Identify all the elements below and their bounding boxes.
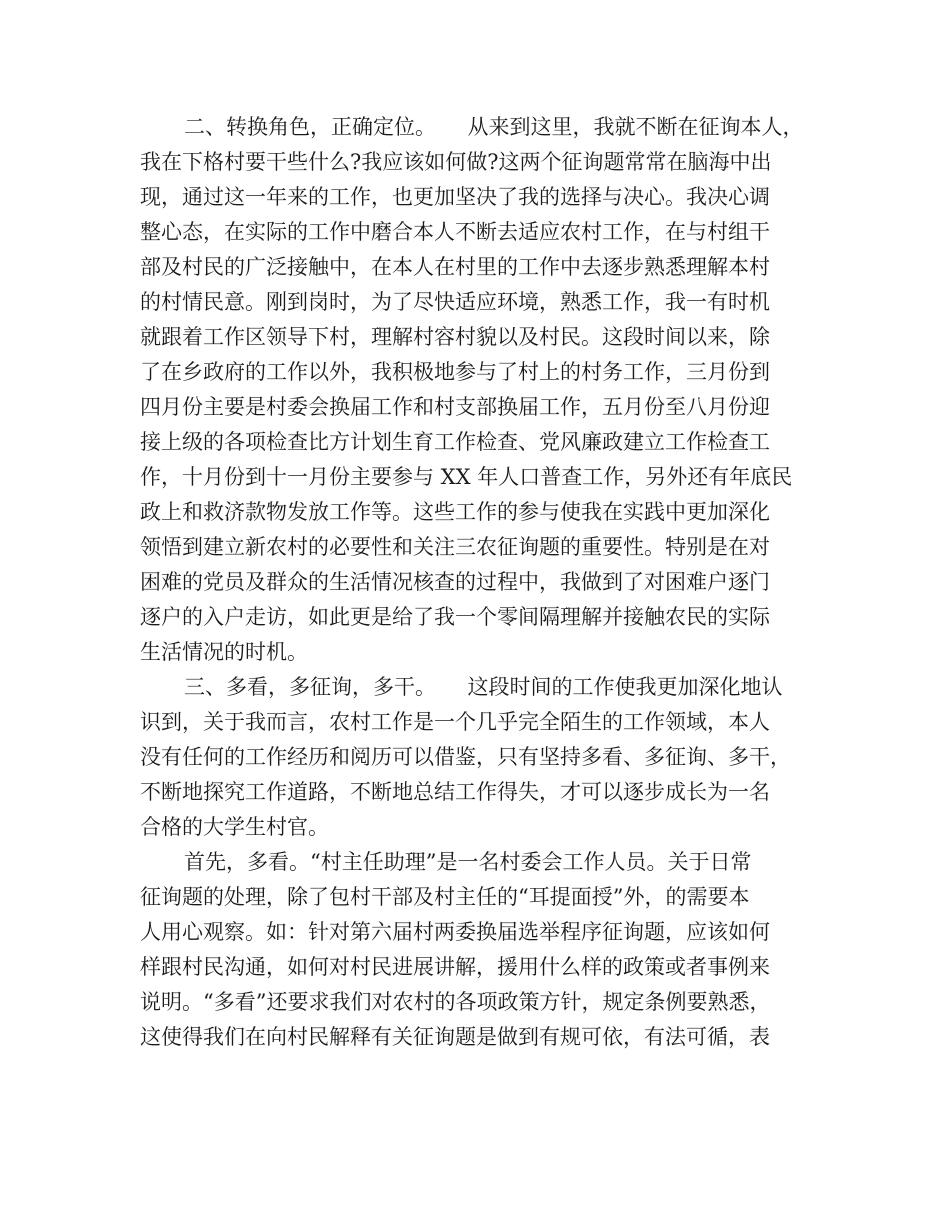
text-line: 逐户的入户走访，如此更是给了我一个零间隔理解并接触农民的实际 — [140, 605, 770, 629]
text-line: 就跟着工作区领导下村，理解村容村貌以及村民。这段时间以来，除 — [140, 325, 770, 349]
text-line: 没有任何的工作经历和阅历可以借鉴，只有坚持多看、多征询、多干， — [140, 745, 791, 769]
text-line: 说明。“多看”还要求我们对农村的各项政策方针，规定条例要熟悉， — [140, 990, 771, 1014]
text-line: 这使得我们在向村民解释有关征询题是做到有规可依，有法可循，表 — [140, 1025, 770, 1049]
text-line: 作，十月份到十一月份主要参与 XX 年人口普查工作，另外还有年底民 — [140, 465, 793, 489]
text-line: 样跟村民沟通，如何对村民进展讲解，援用什么样的政策或者事例来 — [140, 955, 770, 979]
text-line: 领悟到建立新农村的必要性和关注三农征询题的重要性。特别是在对 — [140, 535, 770, 559]
text-line: 部及村民的广泛接触中，在本人在村里的工作中去逐步熟悉理解本村 — [140, 255, 770, 279]
text-line: 困难的党员及群众的生活情况核查的过程中，我做到了对困难户逐门 — [140, 570, 770, 594]
text-line: 了在乡政府的工作以外，我积极地参与了村上的村务工作，三月份到 — [140, 360, 770, 384]
text-line: 不断地探究工作道路，不断地总结工作得失，才可以逐步成长为一名 — [140, 780, 770, 804]
text-line: 三、多看，多征询，多干。 这段时间的工作使我更加深化地认 — [184, 675, 783, 699]
document-body — [140, 110, 830, 1055]
text-line: 四月份主要是村委会换届工作和村支部换届工作，五月份至八月份迎 — [140, 395, 770, 419]
text-line: 生活情况的时机。 — [140, 640, 308, 664]
text-line: 的村情民意。刚到岗时，为了尽快适应环境，熟悉工作，我一有时机 — [140, 290, 770, 314]
text-line: 二、转换角色，正确定位。 从来到这里，我就不断在征询本人， — [184, 115, 804, 139]
text-line: 识到，关于我而言，农村工作是一个几乎完全陌生的工作领域，本人 — [140, 710, 770, 734]
text-line: 人用心观察。如：针对第六届村两委换届选举程序征询题，应该如何 — [140, 920, 770, 944]
text-line: 合格的大学生村官。 — [140, 815, 329, 839]
text-line: 我在下格村要干些什么?我应该如何做?这两个征询题常常在脑海中出 — [140, 150, 772, 174]
paragraph-look-ask-do — [140, 670, 830, 845]
text-line: 首先，多看。“村主任助理”是一名村委会工作人员。关于日常 — [184, 850, 752, 874]
paragraph-role-positioning — [140, 110, 830, 670]
paragraph-first-look-more — [140, 845, 830, 1055]
text-line: 征询题的处理，除了包村干部及村主任的“耳提面授”外，的需要本 — [140, 885, 750, 909]
text-line: 政上和救济款物发放工作等。这些工作的参与使我在实践中更加深化 — [140, 500, 770, 524]
text-line: 现，通过这一年来的工作，也更加坚决了我的选择与决心。我决心调 — [140, 185, 770, 209]
text-line: 接上级的各项检查比方计划生育工作检查、党风廉政建立工作检查工 — [140, 430, 770, 454]
text-line: 整心态，在实际的工作中磨合本人不断去适应农村工作，在与村组干 — [140, 220, 770, 244]
